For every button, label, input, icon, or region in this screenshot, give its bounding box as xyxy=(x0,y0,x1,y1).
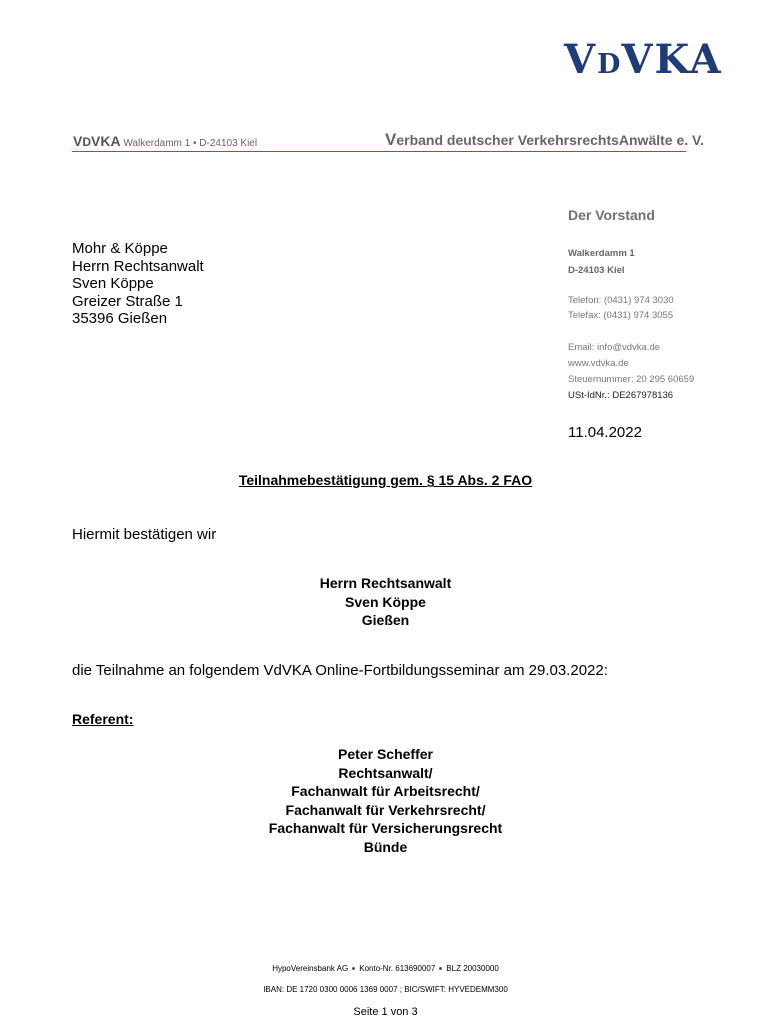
sender-brand xyxy=(73,135,121,149)
sidebar-tax: Steuernummer: 20 295 60659 xyxy=(568,374,695,385)
footer-iban-line: IBAN: DE 1720 0300 0006 1369 0007 ; BIC/SWIFT: HYVEDEMM300 xyxy=(263,985,508,994)
referent-line: Peter Scheffer xyxy=(338,746,433,762)
association-name xyxy=(385,130,704,150)
logo-small: D xyxy=(597,49,622,80)
participant-line: Sven Köppe xyxy=(345,593,426,610)
referent-block xyxy=(0,745,771,856)
sidebar-web: www.vdvka.de xyxy=(568,358,629,369)
letter-date: 11.04.2022 xyxy=(568,424,642,441)
recipient-line: 35396 Gießen xyxy=(72,310,168,327)
participant-line: Herrn Rechtsanwalt xyxy=(319,575,452,591)
participant-line: Gießen xyxy=(361,612,410,628)
referent-line: Fachanwalt für Versicherungsrecht xyxy=(268,820,503,836)
association-cap: V xyxy=(385,130,397,149)
sender-brand-rest: VKA xyxy=(91,133,121,149)
header-divider xyxy=(72,151,686,152)
sidebar-title: Der Vorstand xyxy=(568,207,655,223)
sidebar-phone: Telefon: (0431) 974 3030 xyxy=(568,295,674,306)
separator-dot xyxy=(439,967,442,970)
vdvka-logo xyxy=(564,36,723,83)
sender-address: Walkerdamm 1 • D-24103 Kiel xyxy=(123,138,258,149)
intro-text: Hiermit bestätigen wir xyxy=(72,526,217,543)
footer-blz: BLZ 20030000 xyxy=(446,964,499,973)
recipient-line: Greizer Straße 1 xyxy=(72,292,183,310)
sender-line xyxy=(73,133,257,149)
separator-dot xyxy=(352,967,355,970)
sender-brand-cap: V xyxy=(73,133,83,149)
recipient-address xyxy=(72,240,204,328)
recipient-line: Sven Köppe xyxy=(72,275,154,292)
sidebar-street: Walkerdamm 1 xyxy=(568,248,635,259)
sidebar-city: D-24103 Kiel xyxy=(568,265,625,276)
footer-bank-line xyxy=(0,964,771,973)
referent-line: Rechtsanwalt/ xyxy=(338,764,433,781)
page-number: Seite 1 von 3 xyxy=(353,1006,418,1018)
recipient-line: Herrn Rechtsanwalt xyxy=(72,257,204,275)
sender-brand-small: D xyxy=(82,135,92,149)
association-rest: erband deutscher VerkehrsrechtsAnwälte e. V. xyxy=(396,132,704,148)
sidebar-vat: USt-IdNr.: DE267978136 xyxy=(568,390,674,401)
referent-label: Referent: xyxy=(72,711,134,727)
subject-line: Teilnahmebestätigung gem. § 15 Abs. 2 FAO xyxy=(238,472,533,488)
sidebar-fax: Telefax: (0431) 974 3055 xyxy=(568,310,674,321)
referent-line: Bünde xyxy=(363,838,408,855)
logo-cap: V xyxy=(564,36,598,83)
recipient-line: Mohr & Köppe xyxy=(72,240,168,257)
referent-line: Fachanwalt für Verkehrsrecht/ xyxy=(285,801,486,818)
participation-text: die Teilnahme an folgendem VdVKA Online-Fortbildungsseminar am 29.03.2022: xyxy=(72,662,608,679)
footer-bank: HypoVereinsbank AG xyxy=(272,964,349,973)
participant-block xyxy=(0,574,771,630)
footer-account: Konto-Nr. 613690007 xyxy=(359,964,436,973)
referent-line: Fachanwalt für Arbeitsrecht/ xyxy=(291,783,480,799)
logo-rest: VKA xyxy=(621,36,723,83)
sidebar-email: Email: info@vdvka.de xyxy=(568,342,661,353)
